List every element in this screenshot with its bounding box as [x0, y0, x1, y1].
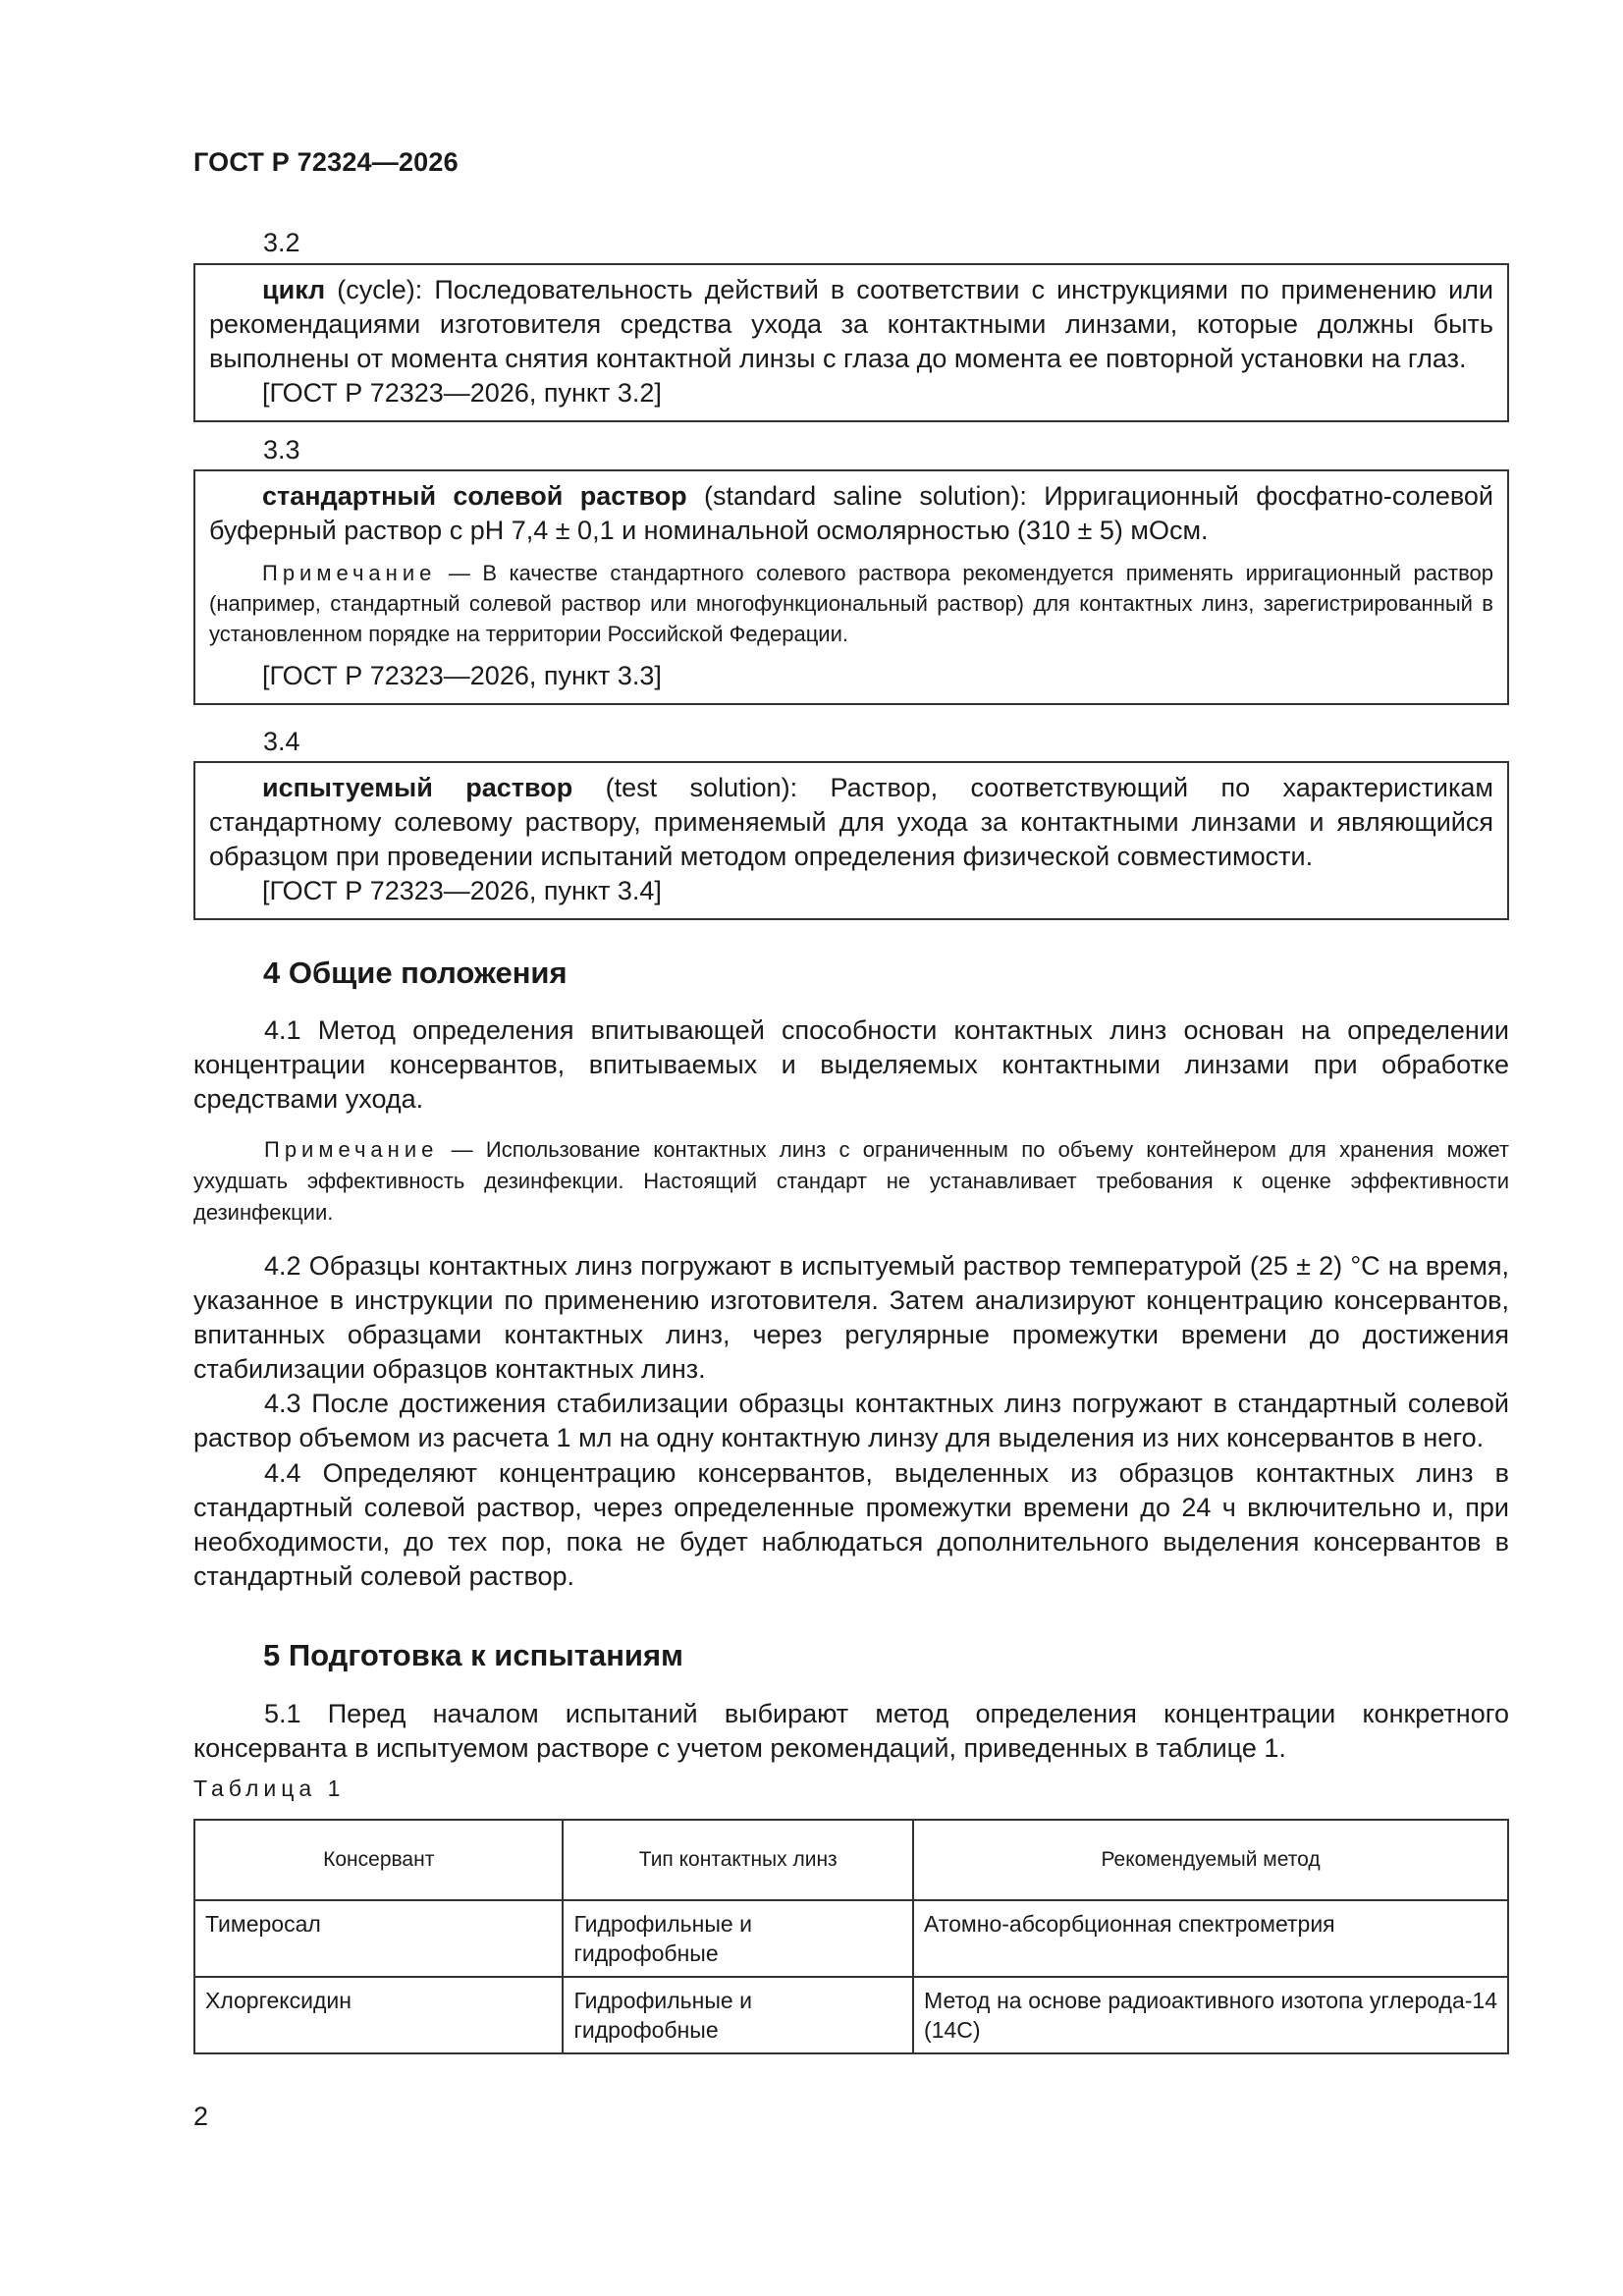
- term-text: (test solution): Раствор, соответствующий по характеристикам стандартному солевому раствору, применяемый для ухода за контактными линзами и являющийся образцом при проведении испытаний методом определения физической совместимости.: [209, 773, 1493, 871]
- note-4-1: [193, 1134, 1509, 1229]
- note-text: — Использование контактных линз с ограниченным по объему контейнером для хранения может ухудшать эффективность дезинфекции. Настоящий стандарт не устанавливает требования к оценке эффективности дезинфекции.: [193, 1137, 1509, 1225]
- table-header-cell: Консервант: [194, 1820, 563, 1900]
- term-source: [ГОСТ Р 72323—2026, пункт 3.3]: [262, 661, 662, 690]
- term-number: 3.2: [263, 228, 300, 257]
- paragraph-5-1: 5.1 Перед началом испытаний выбирают метод определения концентрации конкретного консерванта в испытуемом растворе с учетом рекомендаций, приведенных в таблице 1.: [193, 1699, 1509, 1763]
- page-number: 2: [193, 2102, 209, 2131]
- table-row: [194, 1977, 1508, 2053]
- term-box-3-4: [193, 761, 1509, 920]
- paragraph-4-2: 4.2 Образцы контактных линз погружают в испытуемый раствор температурой (25 ± 2) °С на время, указанное в инструкции по применению изготовителя. Затем анализируют концентрацию консервантов, впитанных образцами контактных линз, через регулярные промежутки времени до достижения стабилизации образцов контактных линз.: [193, 1251, 1509, 1384]
- section-title-5: 5 Подготовка к испытаниям: [263, 1638, 683, 1672]
- table-cell: Гидрофильные и гидрофобные: [563, 1900, 913, 1977]
- table-cell: Гидрофильные и гидрофобные: [563, 1977, 913, 2053]
- paragraph-4-4: 4.4 Определяют концентрацию консервантов, выделенных из образцов контактных линз в стандартный солевой раствор, через определенные промежутки времени до 24 ч включительно и, при необходимости, до тех пор, пока не будет наблюдаться дополнительного выделения консервантов в стандартный солевой раствор.: [193, 1458, 1509, 1591]
- term-text: (cycle): Последовательность действий в соответствии с инструкциями по применению или рекомендациями изготовителя средства ухода за контактными линзами, которые должны быть выполнены от момента снятия контактной линзы с глаза до момента ее повторной установки на глаз.: [209, 275, 1493, 373]
- table-cell: Тимеросал: [194, 1900, 563, 1977]
- term-source: [ГОСТ Р 72323—2026, пункт 3.2]: [262, 378, 662, 408]
- paragraph-4-3: 4.3 После достижения стабилизации образцы контактных линз погружают в стандартный солевой раствор объемом из расчета 1 мл на одну контактную линзу для выделения из них консервантов в него.: [193, 1389, 1509, 1452]
- term-number: 3.4: [263, 727, 300, 756]
- term-source: [ГОСТ Р 72323—2026, пункт 3.4]: [262, 876, 662, 905]
- term-definition: [209, 273, 1493, 376]
- term-name: испытуемый раствор: [262, 773, 573, 802]
- term-definition: [209, 771, 1493, 874]
- paragraph-4-1: 4.1 Метод определения впитывающей способности контактных линз основан на определении концентрации консервантов, впитываемых и выделяемых контактными линзами при обработке средствами ухода.: [193, 1015, 1509, 1114]
- table-cell: Хлоргексидин: [194, 1977, 563, 2053]
- note-label: Примечание: [262, 561, 437, 585]
- term-box-3-2: [193, 263, 1509, 422]
- term-name: цикл: [262, 275, 326, 304]
- table-cell: Метод на основе радиоактивного изотопа углерода-14 (14С): [913, 1977, 1508, 2053]
- term-definition: [209, 479, 1493, 548]
- note-text: — В качестве стандартного солевого раствора рекомендуется применять ирригационный раствор (например, стандартный солевой раствор или многофункциональный раствор) для контактных линз, зарегистрированный в установленном порядке на территории Российской Федерации.: [209, 561, 1493, 646]
- table-header-row: [194, 1820, 1508, 1900]
- table-header-cell: Рекомендуемый метод: [913, 1820, 1508, 1900]
- term-text: (standard saline solution): Ирригационный фосфатно-солевой буферный раствор с pH 7,4 ± 0,1 и номинальной осмолярностью (310 ± 5) мОсм.: [209, 481, 1493, 545]
- term-note: [209, 558, 1493, 649]
- table-1: [193, 1819, 1509, 2054]
- table-header-cell: Тип контактных линз: [563, 1820, 913, 1900]
- term-name: стандартный солевой раствор: [262, 481, 687, 511]
- table-caption: Таблица 1: [193, 1776, 346, 1801]
- document-header: ГОСТ Р 72324—2026: [193, 147, 459, 177]
- table-row: [194, 1900, 1508, 1977]
- table-cell: Атомно-абсорбционная спектрометрия: [913, 1900, 1508, 1977]
- term-box-3-3: [193, 469, 1509, 705]
- note-label: Примечание: [264, 1137, 439, 1162]
- term-number: 3.3: [263, 435, 300, 465]
- section-title-4: 4 Общие положения: [263, 956, 568, 990]
